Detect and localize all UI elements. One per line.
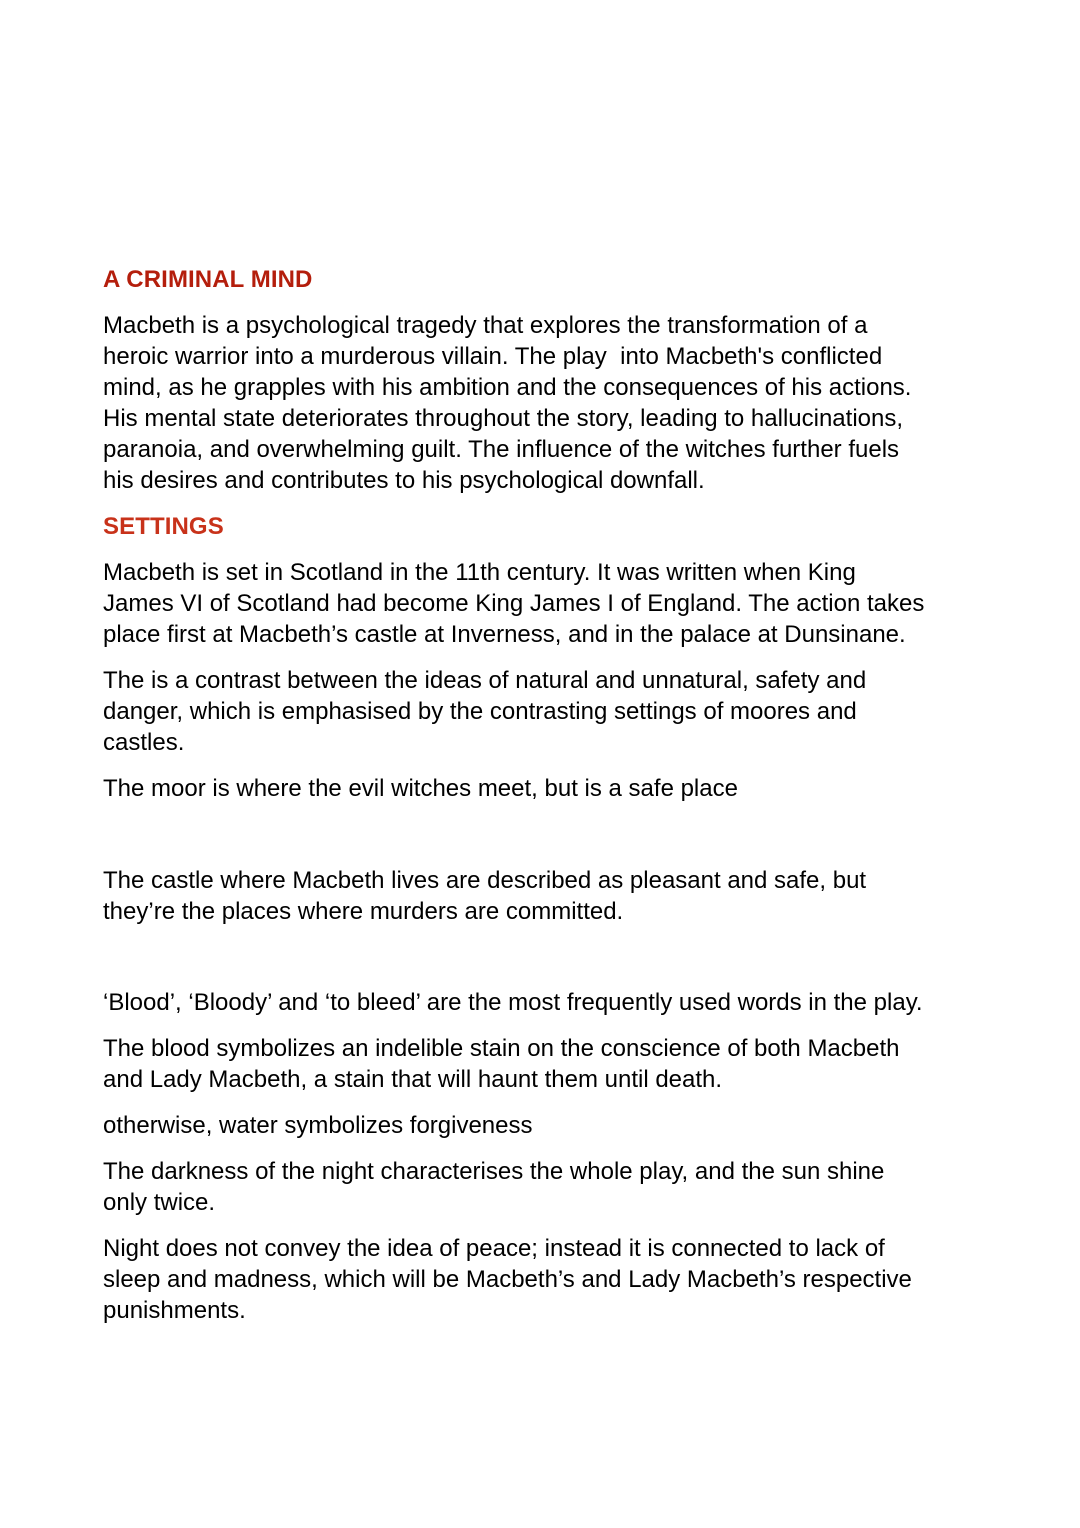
settings-paragraph-4 xyxy=(103,865,1003,927)
text-line: they’re the places where murders are committed. xyxy=(103,898,624,925)
text-line: and Lady Macbeth, a stain that will haunt them until death. xyxy=(103,1066,723,1093)
settings-paragraph-6 xyxy=(103,1033,1003,1095)
text-line: James VI of Scotland had become King James I of England. The action takes xyxy=(103,590,925,617)
heading-settings: SETTINGS xyxy=(103,513,224,540)
settings-paragraph-1 xyxy=(103,557,1003,650)
text-line: only twice. xyxy=(103,1189,216,1216)
text-line: His mental state deteriorates throughout the story, leading to hallucinations, xyxy=(103,405,904,432)
text-line: his desires and contributes to his psychological downfall. xyxy=(103,467,705,494)
text-line: danger, which is emphasised by the contrasting settings of moores and xyxy=(103,698,857,725)
text-line: mind, as he grapples with his ambition and the consequences of his actions. xyxy=(103,374,912,401)
document-page xyxy=(103,264,1003,1326)
settings-paragraph-3: The moor is where the evil witches meet, but is a safe place xyxy=(103,775,738,802)
criminal-mind-paragraph xyxy=(103,310,1003,496)
text-line: heroic warrior into a murderous villain. The play into Macbeth's conflicted xyxy=(103,343,883,370)
text-line: punishments. xyxy=(103,1297,246,1324)
settings-paragraph-8 xyxy=(103,1156,1003,1218)
text-line: The castle where Macbeth lives are described as pleasant and safe, but xyxy=(103,867,867,894)
text-line: sleep and madness, which will be Macbeth’s and Lady Macbeth’s respective xyxy=(103,1266,912,1293)
text-line: Night does not convey the idea of peace; instead it is connected to lack of xyxy=(103,1235,885,1262)
text-line: The blood symbolizes an indelible stain on the conscience of both Macbeth xyxy=(103,1035,900,1062)
settings-paragraph-5: ‘Blood’, ‘Bloody’ and ‘to bleed’ are the most frequently used words in the play. xyxy=(103,989,923,1016)
text-line: place first at Macbeth’s castle at Inverness, and in the palace at Dunsinane. xyxy=(103,621,906,648)
settings-paragraph-2 xyxy=(103,665,1003,758)
settings-paragraph-9 xyxy=(103,1233,1003,1326)
heading-criminal-mind: A CRIMINAL MIND xyxy=(103,266,313,293)
text-line: Macbeth is a psychological tragedy that explores the transformation of a xyxy=(103,312,868,339)
text-line: The darkness of the night characterises the whole play, and the sun shine xyxy=(103,1158,885,1185)
text-line: castles. xyxy=(103,729,185,756)
settings-paragraph-7: otherwise, water symbolizes forgiveness xyxy=(103,1112,533,1139)
text-line: paranoia, and overwhelming guilt. The influence of the witches further fuels xyxy=(103,436,900,463)
text-line: Macbeth is set in Scotland in the 11th century. It was written when King xyxy=(103,559,856,586)
text-line: The is a contrast between the ideas of natural and unnatural, safety and xyxy=(103,667,867,694)
